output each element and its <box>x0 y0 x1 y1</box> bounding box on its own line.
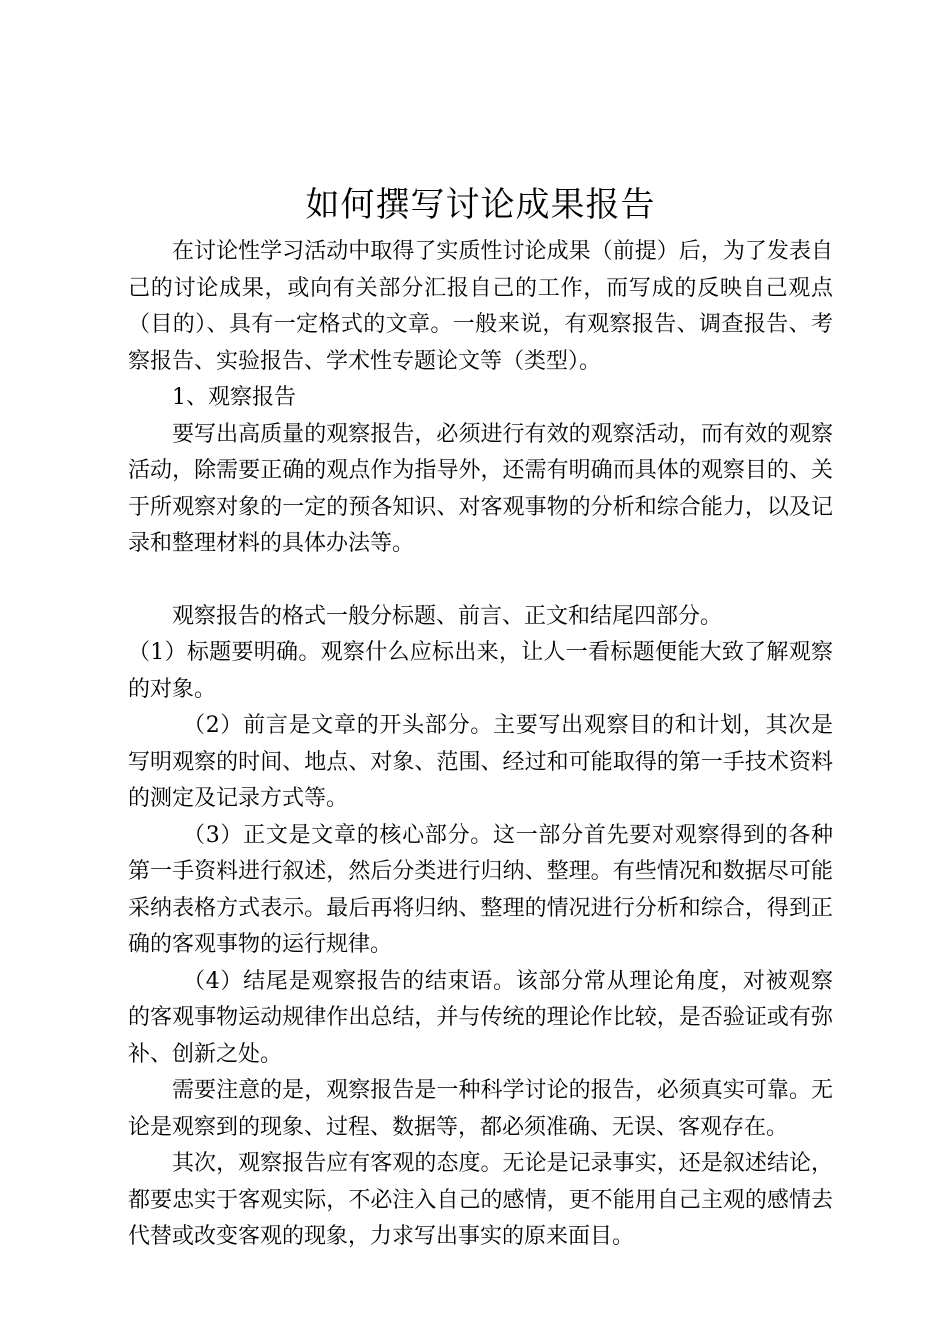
paragraph-spacer <box>128 563 833 599</box>
paragraph-observation-requirements: 要写出高质量的观察报告，必须进行有效的观察活动，而有效的观察活动，除需要正确的观点作为指导外，还需有明确而具体的观察目的、关于所观察对象的一定的预各知识、对客观事物的分析和综合能力，以及记录和整理材料的具体办法等。 <box>128 421 833 556</box>
paragraph-item-ending: （4）结尾是观察报告的结束语。该部分常从理论角度，对被观察的客观事物运动规律作出总结，并与传统的理论作比较，是否验证或有弥补、创新之处。 <box>128 968 833 1067</box>
paragraph-item-body: （3）正文是文章的核心部分。这一部分首先要对观察得到的各种第一手资料进行叙述，然后分类进行归纳、整理。有些情况和数据尽可能采纳表格方式表示。最后再将归纳、整理的情况进行分析和综合，得到正确的客观事物的运行规律。 <box>128 822 833 957</box>
paragraph-note-accuracy: 需要注意的是，观察报告是一种科学讨论的报告，必须真实可靠。无论是观察到的现象、过程、数据等，都必须准确、无误、客观存在。 <box>128 1078 833 1140</box>
document-page <box>128 180 833 1256</box>
paragraph-note-objectivity: 其次，观察报告应有客观的态度。无论是记录事实，还是叙述结论，都要忠实于客观实际，不必注入自己的感情，更不能用自己主观的感情去代替或改变客观的现象，力求写出事实的原来面目。 <box>128 1151 833 1249</box>
document-title: 如何撰写讨论成果报告 <box>305 185 656 225</box>
paragraph-format-overview: 观察报告的格式一般分标题、前言、正文和结尾四部分。 <box>172 603 723 629</box>
section-heading-observation-report: 1、观察报告 <box>172 385 296 410</box>
paragraph-intro: 在讨论性学习活动中取得了实质性讨论成果（前提）后，为了发表自己的讨论成果，或向有关部分汇报自己的工作，而写成的反映自己观点（目的）、具有一定格式的文章。一般来说，有观察报告、调查报告、考察报告、实验报告、学术性专题论文等（类型）。 <box>128 239 833 374</box>
paragraph-item-preface: （2）前言是文章的开头部分。主要写出观察目的和计划，其次是写明观察的时间、地点、对象、范围、经过和可能取得的第一手技术资料的测定及记录方式等。 <box>128 713 833 811</box>
paragraph-item-title: （1）标题要明确。观察什么应标出来，让人一看标题便能大致了解观察的对象。 <box>128 640 833 702</box>
